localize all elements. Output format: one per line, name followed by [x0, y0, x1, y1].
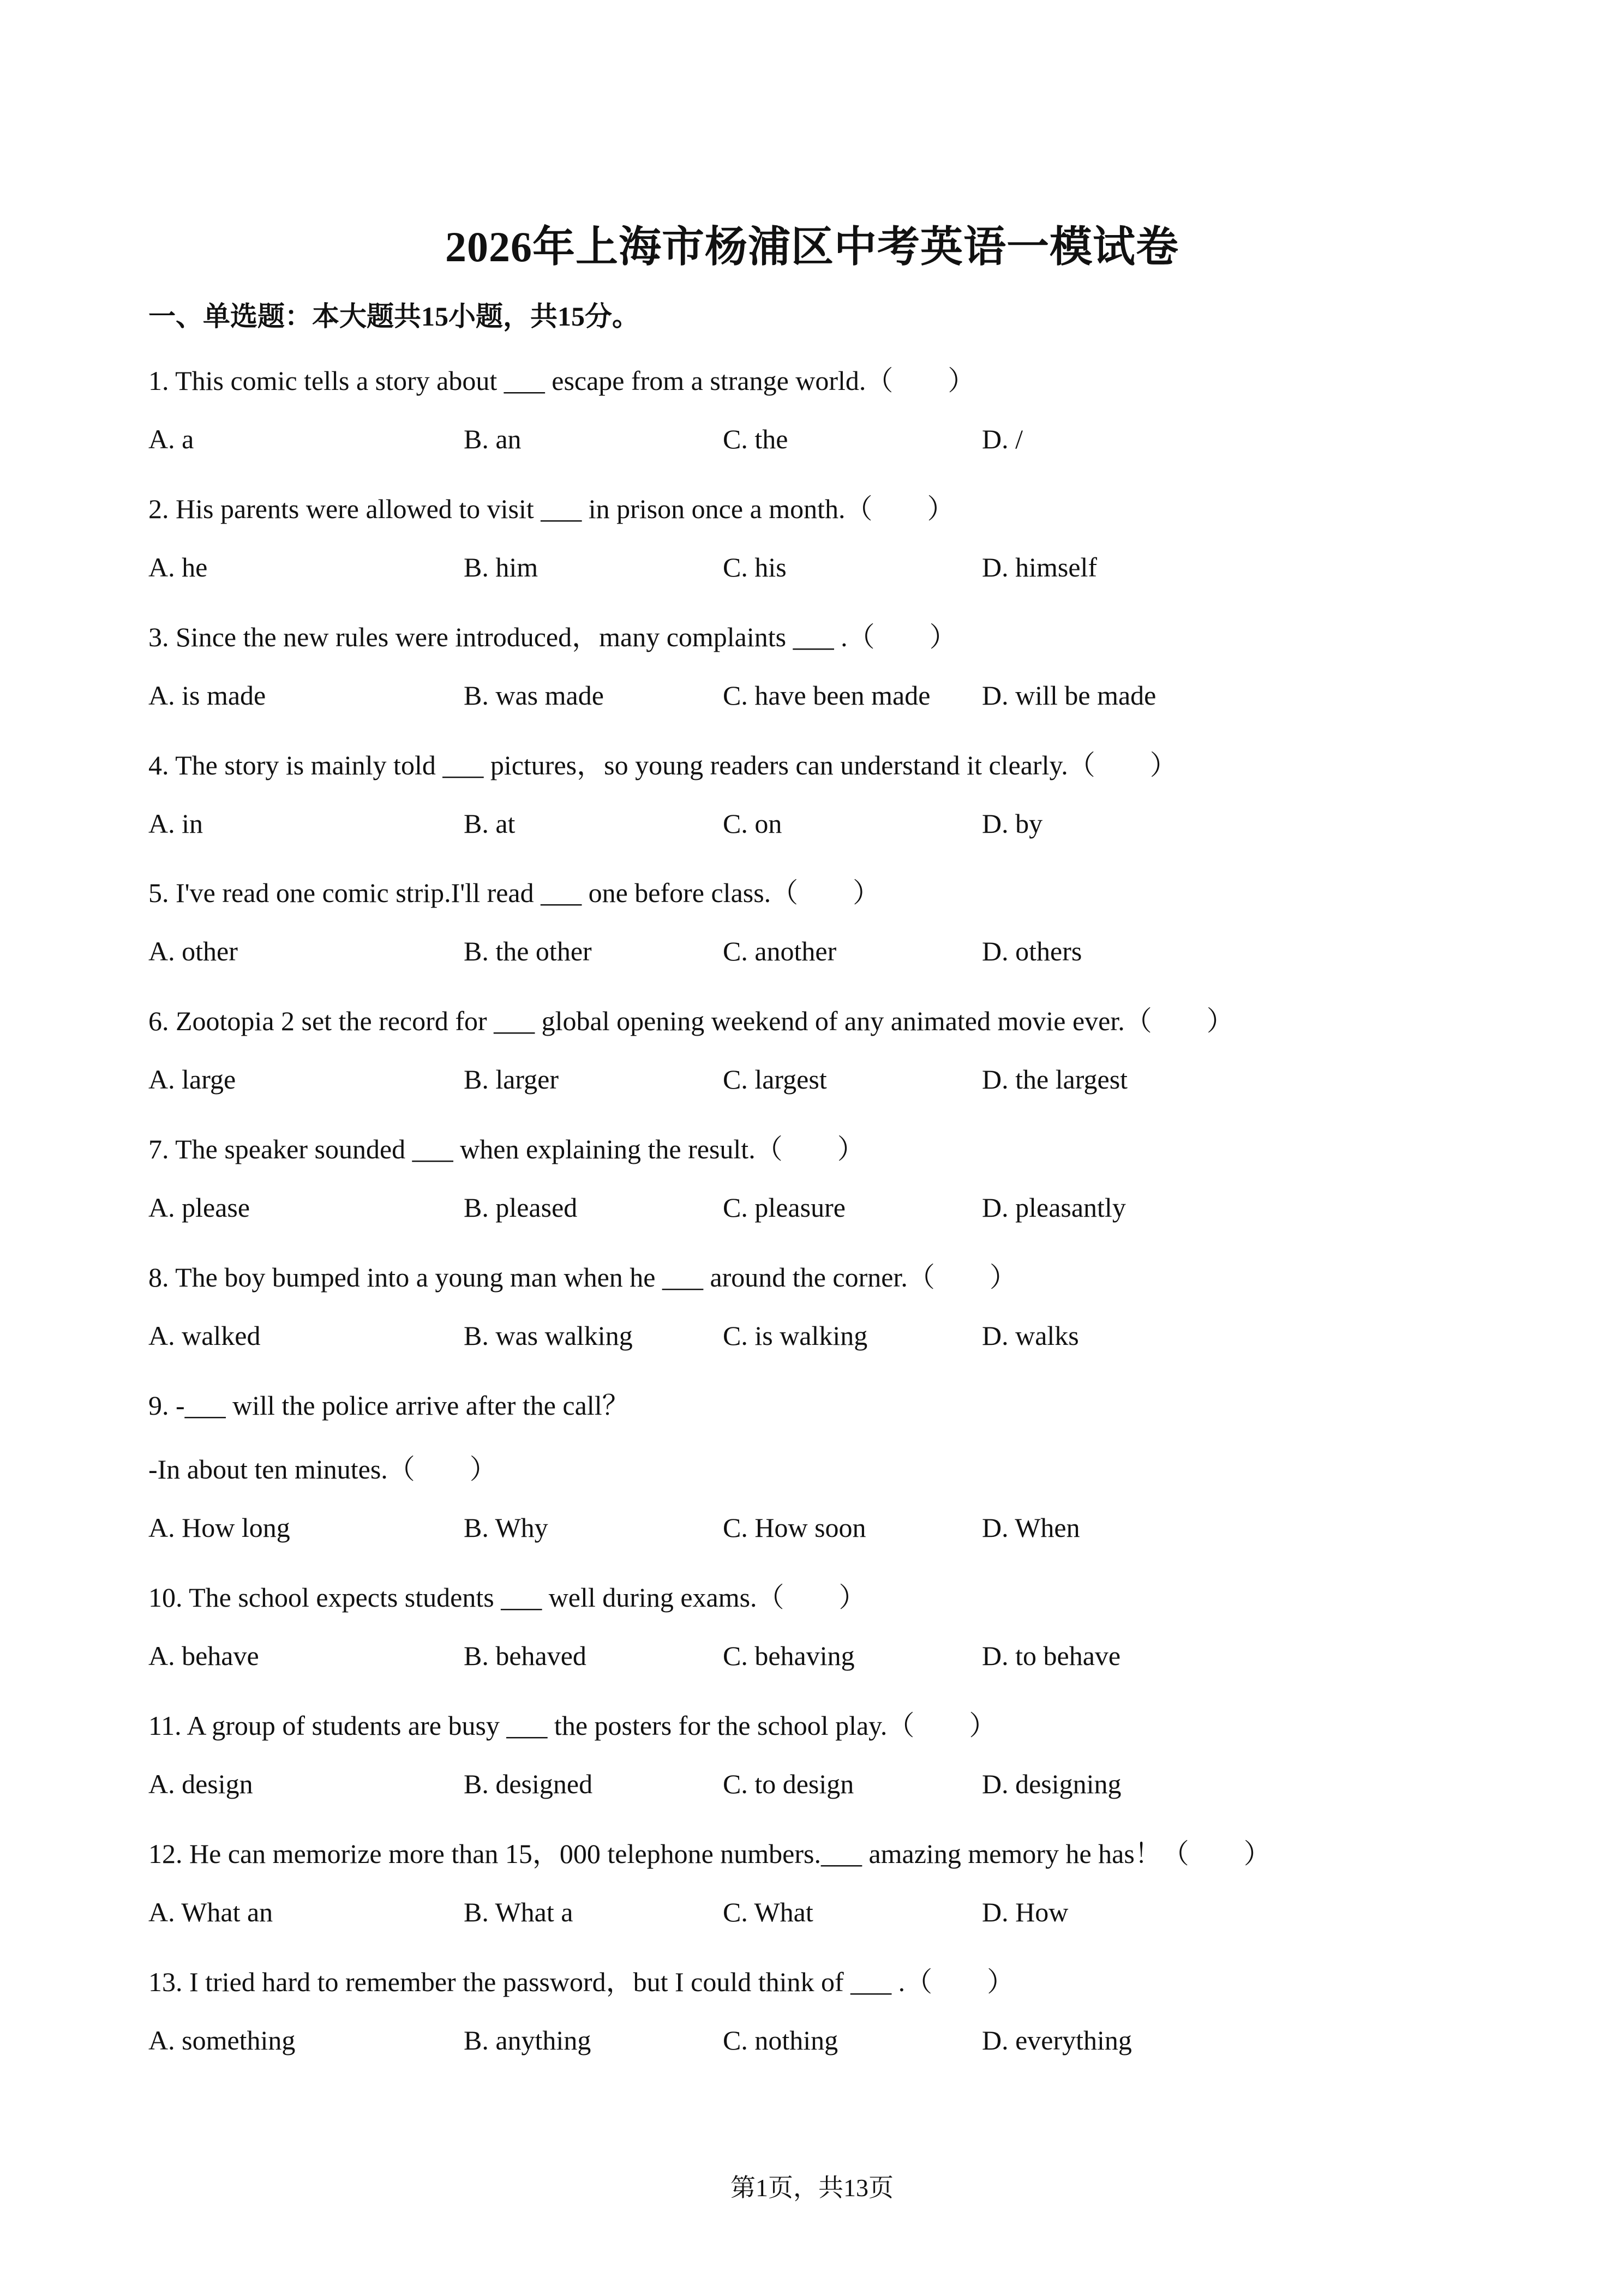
option-c: C. largest — [723, 1064, 827, 1095]
option-c: C. on — [723, 808, 782, 839]
option-b: B. was made — [464, 680, 604, 711]
option-d: D. by — [982, 808, 1043, 839]
option-a: A. please — [148, 1192, 250, 1223]
option-c: C. have been made — [723, 680, 931, 711]
option-b: B. him — [464, 552, 538, 582]
section-heading: 一、单选题：本大题共15小题，共15分。 — [148, 301, 639, 332]
option-a: A. other — [148, 936, 238, 966]
option-c: C. the — [723, 424, 788, 454]
option-c: C. nothing — [723, 2025, 838, 2055]
option-a: A. is made — [148, 680, 266, 711]
option-b: B. Why — [464, 1512, 548, 1543]
option-b: B. the other — [464, 936, 592, 966]
option-c: C. What — [723, 1897, 813, 1927]
option-a: A. design — [148, 1769, 253, 1799]
option-a: A. walked — [148, 1320, 261, 1351]
option-b: B. at — [464, 808, 516, 839]
option-d: D. walks — [982, 1320, 1079, 1351]
question-stem-reply: -In about ten minutes.（ ） — [148, 1454, 497, 1484]
question-stem: 9. -___ will the police arrive after the call？ — [148, 1390, 630, 1421]
option-a: A. How long — [148, 1512, 290, 1543]
option-b: B. an — [464, 424, 522, 454]
option-d: D. to behave — [982, 1640, 1121, 1671]
option-d: D. himself — [982, 552, 1098, 582]
question-stem: 5. I've read one comic strip.I'll read ___ one before class.（ ） — [148, 877, 880, 908]
option-b: B. was walking — [464, 1320, 633, 1351]
option-a: A. large — [148, 1064, 236, 1095]
question-stem: 7. The speaker sounded ___ when explaining the result.（ ） — [148, 1134, 865, 1164]
option-b: B. anything — [464, 2025, 591, 2055]
option-d: D. others — [982, 936, 1082, 966]
option-b: B. behaved — [464, 1640, 586, 1671]
option-a: A. a — [148, 424, 194, 454]
option-c: C. behaving — [723, 1640, 855, 1671]
question-stem: 13. I tried hard to remember the password，but I could think of ___ .（ ） — [148, 1967, 1015, 1997]
question-stem: 11. A group of students are busy ___ the posters for the school play.（ ） — [148, 1710, 997, 1741]
question-stem: 4. The story is mainly told ___ pictures，so young readers can understand it clearly.（ ） — [148, 750, 1177, 780]
option-d: D. How — [982, 1897, 1069, 1927]
option-d: D. everything — [982, 2025, 1132, 2055]
question-stem: 1. This comic tells a story about ___ escape from a strange world.（ ） — [148, 365, 975, 396]
question-stem: 6. Zootopia 2 set the record for ___ global opening weekend of any animated movie ever.（ ） — [148, 1006, 1234, 1036]
question-stem: 10. The school expects students ___ well during exams.（ ） — [148, 1582, 866, 1613]
option-d: D. the largest — [982, 1064, 1128, 1095]
option-c: C. his — [723, 552, 787, 582]
question-stem: 12. He can memorize more than 15，000 telephone numbers.___ amazing memory he has！（ ） — [148, 1838, 1271, 1869]
option-c: C. How soon — [723, 1512, 866, 1543]
page-title: 2026年上海市杨浦区中考英语一模试卷 — [445, 223, 1179, 271]
question-stem: 2. His parents were allowed to visit ___ in prison once a month.（ ） — [148, 494, 955, 524]
option-d: D. designing — [982, 1769, 1122, 1799]
option-d: D. When — [982, 1512, 1080, 1543]
option-a: A. What an — [148, 1897, 273, 1927]
option-d: D. will be made — [982, 680, 1156, 711]
option-a: A. he — [148, 552, 208, 582]
option-b: B. designed — [464, 1769, 593, 1799]
option-a: A. behave — [148, 1640, 259, 1671]
page-footer: 第1页，共13页 — [730, 2174, 894, 2202]
question-stem: 8. The boy bumped into a young man when he ___ around the corner.（ ） — [148, 1262, 1017, 1293]
option-d: D. pleasantly — [982, 1192, 1126, 1223]
option-b: B. pleased — [464, 1192, 578, 1223]
option-a: A. something — [148, 2025, 296, 2055]
option-b: B. What a — [464, 1897, 573, 1927]
option-c: C. another — [723, 936, 837, 966]
option-c: C. pleasure — [723, 1192, 846, 1223]
option-c: C. to design — [723, 1769, 854, 1799]
option-b: B. larger — [464, 1064, 559, 1095]
option-a: A. in — [148, 808, 203, 839]
option-d: D. / — [982, 424, 1023, 454]
option-c: C. is walking — [723, 1320, 868, 1351]
question-stem: 3. Since the new rules were introduced，many complaints ___ .（ ） — [148, 622, 957, 652]
